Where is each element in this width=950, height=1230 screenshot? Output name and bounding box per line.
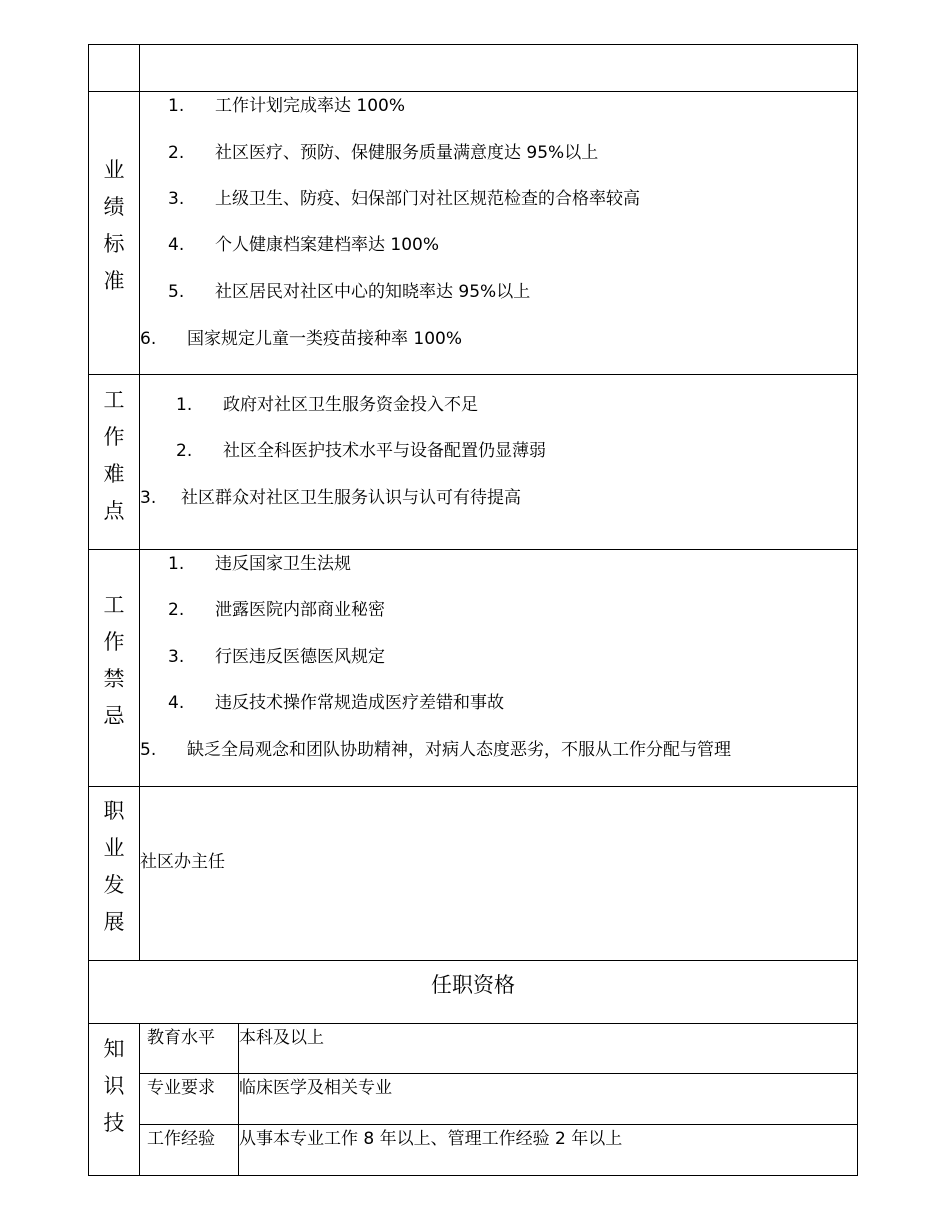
- major-value: 临床医学及相关专业: [239, 1078, 392, 1098]
- row-divider: [88, 1023, 858, 1024]
- list-number: 2.: [176, 441, 193, 461]
- knowledge-label: 知 识 技: [103, 1037, 125, 1135]
- list-number: 1.: [168, 96, 185, 116]
- list-item: 行医违反医德医风规定: [215, 647, 385, 667]
- difficulties-label: 工 作 难 点: [103, 388, 125, 523]
- row-divider: [88, 549, 858, 550]
- row-divider: [88, 91, 858, 92]
- education-key: 教育水平: [147, 1028, 215, 1048]
- table-frame: [88, 44, 858, 1176]
- list-number: 5.: [168, 282, 185, 302]
- career-path: 社区办主任: [140, 852, 225, 872]
- list-number: 1.: [176, 395, 193, 415]
- list-item: 社区居民对社区中心的知晓率达 95%以上: [215, 282, 531, 302]
- performance-label: 业 绩 标 准: [103, 158, 125, 293]
- list-number: 2.: [168, 143, 185, 163]
- list-number: 4.: [168, 693, 185, 713]
- list-number: 2.: [168, 600, 185, 620]
- list-number: 1.: [168, 554, 185, 574]
- list-item: 缺乏全局观念和团队协助精神，对病人态度恶劣，不服从工作分配与管理: [187, 740, 731, 760]
- major-key: 专业要求: [147, 1078, 215, 1098]
- list-number: 5.: [140, 740, 157, 760]
- list-item: 社区全科医护技术水平与设备配置仍显薄弱: [223, 441, 546, 461]
- row-divider: [139, 1073, 858, 1074]
- list-number: 6.: [140, 329, 157, 349]
- list-item: 个人健康档案建档率达 100%: [215, 235, 440, 255]
- column-divider: [139, 1023, 140, 1176]
- row-divider: [88, 374, 858, 375]
- row-divider: [88, 786, 858, 787]
- career-label: 职 业 发 展: [103, 799, 125, 934]
- list-item: 违反技术操作常规造成医疗差错和事故: [215, 693, 504, 713]
- list-number: 3.: [168, 647, 185, 667]
- row-divider: [88, 960, 858, 961]
- qualifications-title: 任职资格: [431, 973, 515, 997]
- experience-key: 工作经验: [147, 1129, 215, 1149]
- list-item: 上级卫生、防疫、妇保部门对社区规范检查的合格率较高: [215, 189, 640, 209]
- list-number: 3.: [168, 189, 185, 209]
- list-item: 社区群众对社区卫生服务认识与认可有待提高: [181, 488, 521, 508]
- list-item: 工作计划完成率达 100%: [215, 96, 406, 116]
- list-item: 违反国家卫生法规: [215, 554, 351, 574]
- list-number: 4.: [168, 235, 185, 255]
- row-divider: [139, 1124, 858, 1125]
- experience-value: 从事本专业工作 8 年以上、管理工作经验 2 年以上: [239, 1129, 623, 1149]
- education-value: 本科及以上: [239, 1028, 324, 1048]
- list-item: 泄露医院内部商业秘密: [215, 600, 385, 620]
- list-item: 国家规定儿童一类疫苗接种率 100%: [187, 329, 463, 349]
- list-item: 政府对社区卫生服务资金投入不足: [223, 395, 478, 415]
- list-item: 社区医疗、预防、保健服务质量满意度达 95%以上: [215, 143, 599, 163]
- list-number: 3.: [140, 488, 157, 508]
- prohibitions-label: 工 作 禁 忌: [103, 593, 125, 728]
